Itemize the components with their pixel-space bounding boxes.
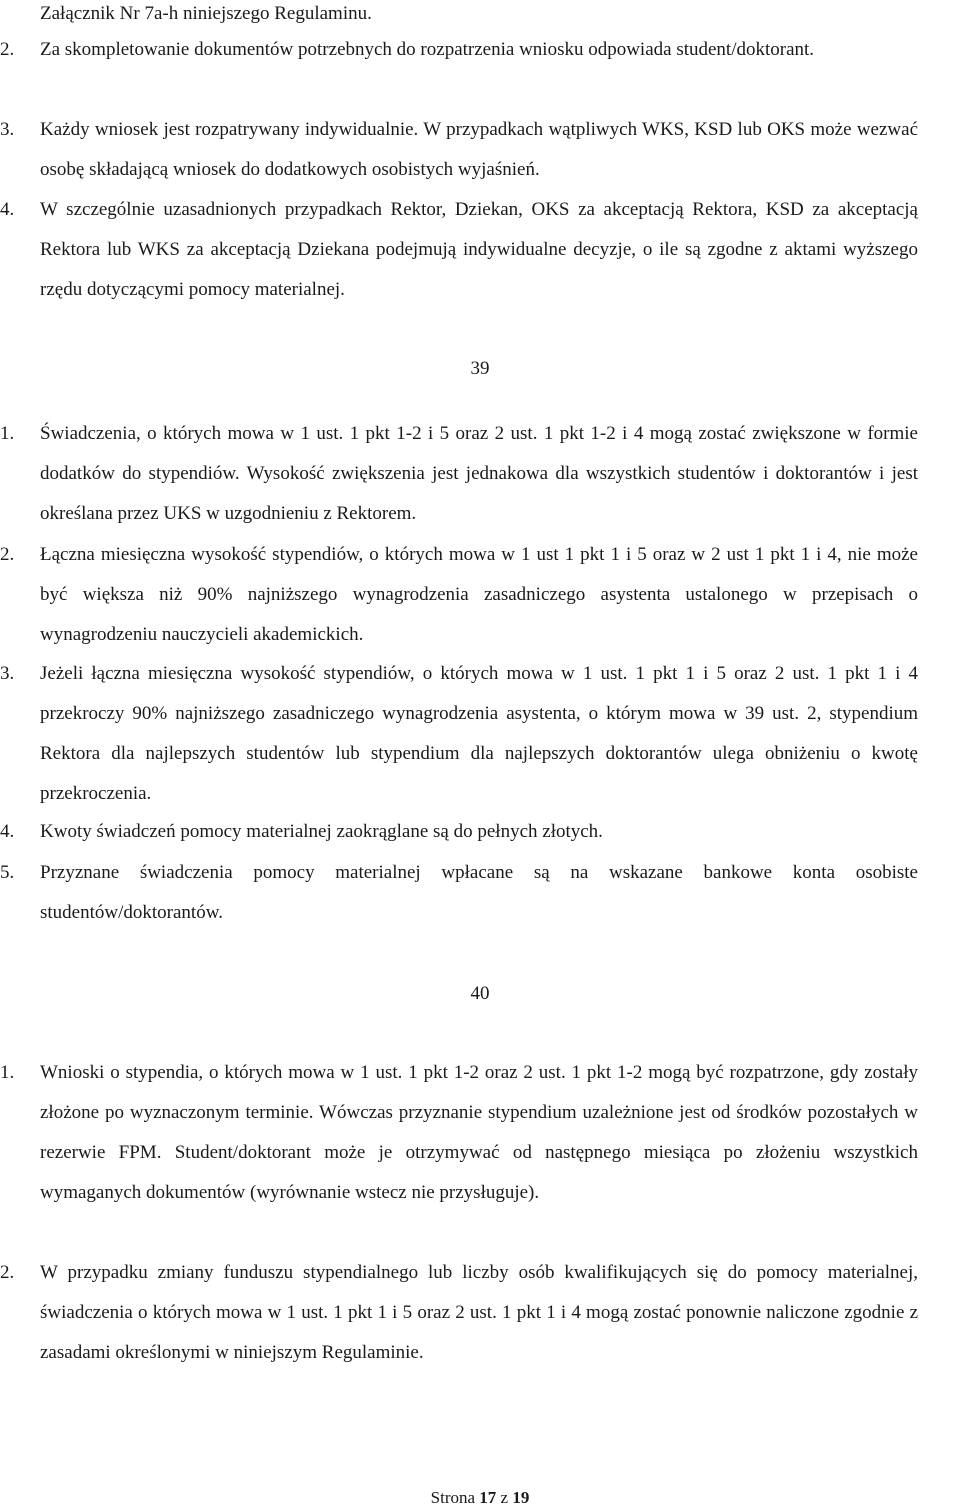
item-number: 4. [0, 199, 15, 220]
item-text: Kwoty świadczeń pomocy materialnej zaokrąglane są do pełnych złotych. [40, 821, 603, 842]
annex-reference-line: Załącznik Nr 7a-h niniejszego Regulaminu. [40, 3, 372, 24]
paragraph-item [0, 414, 918, 534]
item-number: 3. [0, 119, 15, 140]
item-text: Za skompletowanie dokumentów potrzebnych do rozpatrzenia wniosku odpowiada student/doktorant. [40, 39, 815, 60]
paragraph-item [0, 853, 918, 933]
item-number: 3. [0, 663, 15, 684]
item-text: Jeżeli łączna miesięczna wysokość stypendiów, o których mowa w 1 ust. 1 pkt 1 i 5 oraz 2 ust. 1 pkt 1 i 4 przekroczy 90% najniższego zasadniczego wynagrodzenia asystenta, o którym mowa w 39 ust. 2, stypendium Rektora dla najlepszych studentów lub stypendium dla najlepszych doktorantów ulega obniżeniu o kwotę przekroczenia. [40, 663, 918, 804]
item-number: 2. [0, 39, 15, 60]
page-footer [0, 1487, 960, 1509]
item-text: W szczególnie uzasadnionych przypadkach Rektor, Dziekan, OKS za akceptacją Rektora, KSD za akceptacją Rektora lub WKS za akceptacją Dziekana podejmują indywidualne decyzje, o ile są zgodne z aktami wyższego rzędu dotyczącymi pomocy materialnej. [40, 199, 918, 300]
section-heading-40: 40 [470, 983, 490, 1004]
paragraph-item [0, 654, 918, 814]
paragraph-item [0, 30, 918, 70]
item-number: 4. [0, 821, 15, 842]
paragraph-item [0, 812, 918, 852]
item-number: 1. [0, 423, 15, 444]
paragraph-item [0, 110, 918, 190]
item-text: Świadczenia, o których mowa w 1 ust. 1 pkt 1-2 i 5 oraz 2 ust. 1 pkt 1-2 i 4 mogą zostać zwiększone w formie dodatków do stypendiów. Wysokość zwiększenia jest jednakowa dla wszystkich studentów i doktorantów i jest określana przez UKS w uzgodnieniu z Rektorem. [40, 423, 918, 524]
paragraph-item [0, 535, 918, 655]
footer-total-pages: 19 [512, 1488, 530, 1507]
item-number: 5. [0, 862, 15, 883]
paragraph-item [0, 190, 918, 310]
item-text: Wnioski o stypendia, o których mowa w 1 ust. 1 pkt 1-2 oraz 2 ust. 1 pkt 1-2 mogą być rozpatrzone, gdy zostały złożone po wyznaczonym terminie. Wówczas przyznanie stypendium uzależnione jest od środków pozostałych w rezerwie FPM. Student/doktorant może je otrzymywać od następnego miesiąca po złożeniu wszystkich wymaganych dokumentów (wyrównanie wstecz nie przysługuje). [40, 1062, 918, 1203]
item-text: Każdy wniosek jest rozpatrywany indywidualnie. W przypadkach wątpliwych WKS, KSD lub OKS może wezwać osobę składającą wniosek do dodatkowych osobistych wyjaśnień. [40, 119, 918, 180]
footer-current-page: 17 [479, 1488, 497, 1507]
footer-separator: z [500, 1488, 509, 1507]
paragraph-item [0, 1053, 918, 1213]
footer-prefix: Strona [430, 1488, 476, 1507]
item-text: Łączna miesięczna wysokość stypendiów, o których mowa w 1 ust 1 pkt 1 i 5 oraz w 2 ust 1 pkt 1 i 4, nie może być większa niż 90% najniższego wynagrodzenia zasadniczego asystenta ustalonego w przepisach o wynagrodzeniu nauczycieli akademickich. [40, 544, 918, 645]
paragraph-item [0, 1253, 918, 1373]
item-number: 2. [0, 1262, 15, 1283]
item-number: 1. [0, 1062, 15, 1083]
item-text: W przypadku zmiany funduszu stypendialnego lub liczby osób kwalifikujących się do pomocy materialnej, świadczenia o których mowa w 1 ust. 1 pkt 1 i 5 oraz 2 ust. 1 pkt 1 i 4 mogą zostać ponownie naliczone zgodnie z zasadami określonymi w niniejszym Regulaminie. [40, 1262, 918, 1363]
section-heading-39: 39 [470, 358, 490, 379]
item-number: 2. [0, 544, 15, 565]
item-text: Przyznane świadczenia pomocy materialnej wpłacane są na wskazane bankowe konta osobiste studentów/doktorantów. [40, 862, 918, 923]
